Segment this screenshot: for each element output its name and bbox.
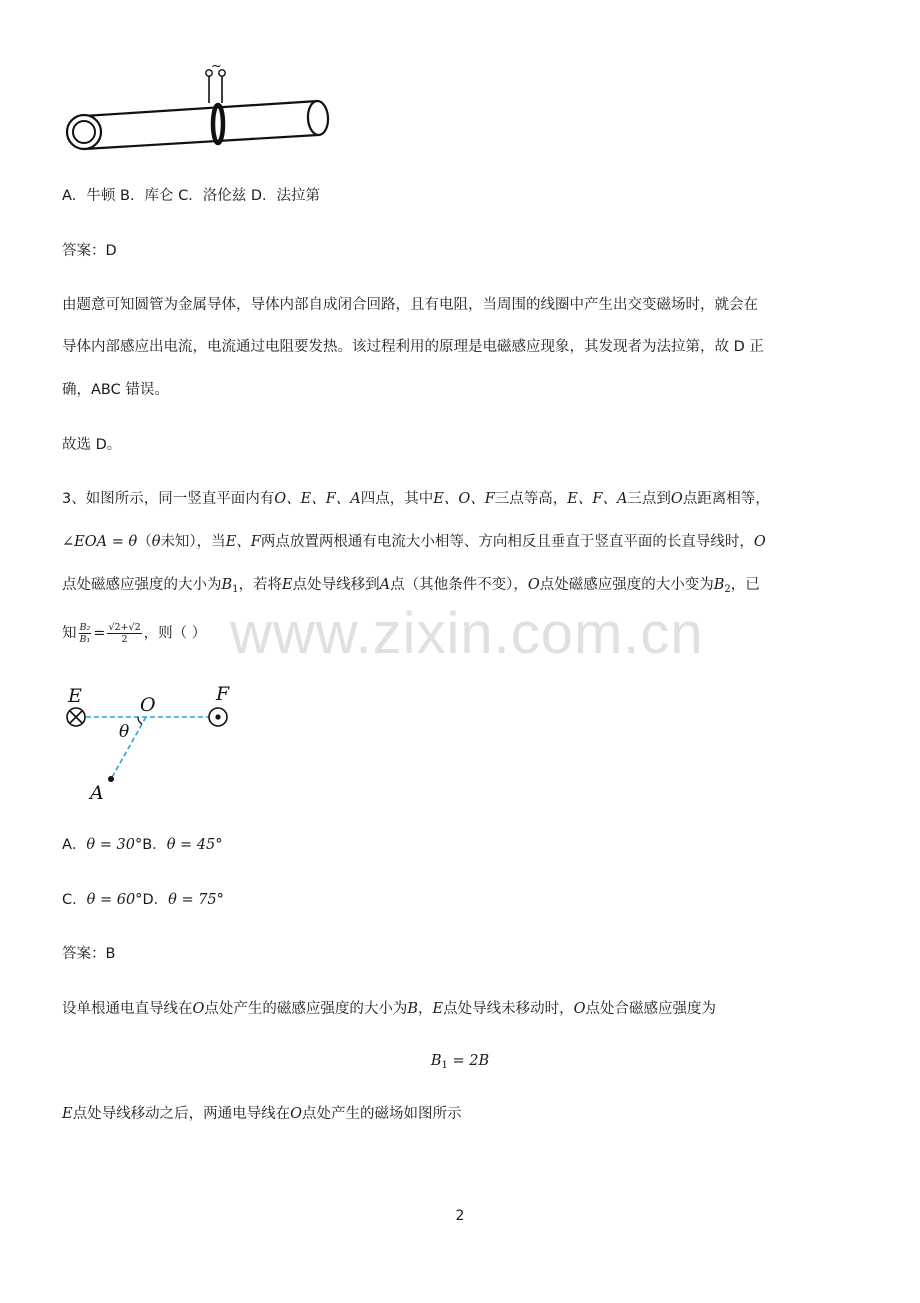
label-O: O <box>140 694 156 716</box>
q3-options-cd: C．θ = 60°D．θ = 75° <box>62 892 224 908</box>
q3-options-ab: A．θ = 30°B．θ = 45° <box>62 837 223 853</box>
q2-conclusion: 故选 D。 <box>62 437 122 453</box>
q2-options: A．牛顿 B．库仑 C．洛伦兹 D．法拉第 <box>62 188 320 204</box>
watermark: www.zixin.com.cn <box>230 601 704 666</box>
q2-explanation-line2: 导体内部感应出电流，电流通过电阻要发热。该过程利用的原理是电磁感应现象，其发现者为法拉第，故 D 正 <box>62 339 764 355</box>
q3-figure <box>60 682 260 807</box>
page-number: 2 <box>455 1208 465 1224</box>
q3-stem-line2: ∠EOA = θ（θ未知），当E、F两点放置两根通有电流大小相等、方向相反且垂直于竖直平面的长直导线时，O <box>62 534 766 550</box>
label-A: A <box>90 782 104 804</box>
ac-symbol: ~ <box>211 59 222 74</box>
tube-coil-figure <box>60 58 350 158</box>
q3-solution-line1: 设单根通电直导线在O点处产生的磁感应强度的大小为B，E点处导线未移动时，O点处合磁感应强度为 <box>62 1001 717 1017</box>
q3-equation: $B_1 = 2B$ <box>430 1053 490 1071</box>
q2-answer: 答案：D <box>62 243 117 259</box>
q3-stem-line3: 点处磁感应强度的大小为$B_1$，若将E点处导线移到A点（其他条件不变），O点处磁感应强度的大小变为$B_2$，已 <box>62 577 760 595</box>
label-E: E <box>68 685 82 707</box>
q2-explanation-line1: 由题意可知圆管为金属导体，导体内部自成闭合回路，且有电阻，当周围的线圈中产生出交变磁场时，就会在 <box>62 297 758 313</box>
q3-answer: 答案：B <box>62 946 116 962</box>
q3-solution-line2: E点处导线移动之后，两通电导线在O点处产生的磁场如图所示 <box>62 1106 462 1122</box>
label-theta: θ <box>119 722 130 742</box>
label-F: F <box>216 683 230 705</box>
point-A <box>108 776 114 782</box>
q3-stem-line4: 知 $\frac{\text{B₂}}{\text{B₁}}$ = $\frac{√2+√2}{2}$ ，则（ ） <box>62 622 207 645</box>
q3-stem-line1: 3、如图所示，同一竖直平面内有O、E、F、A四点，其中E、O、F三点等高，E、F、A三点到O点距离相等， <box>62 491 770 507</box>
q2-explanation-line3: 确，ABC 错误。 <box>62 382 169 398</box>
